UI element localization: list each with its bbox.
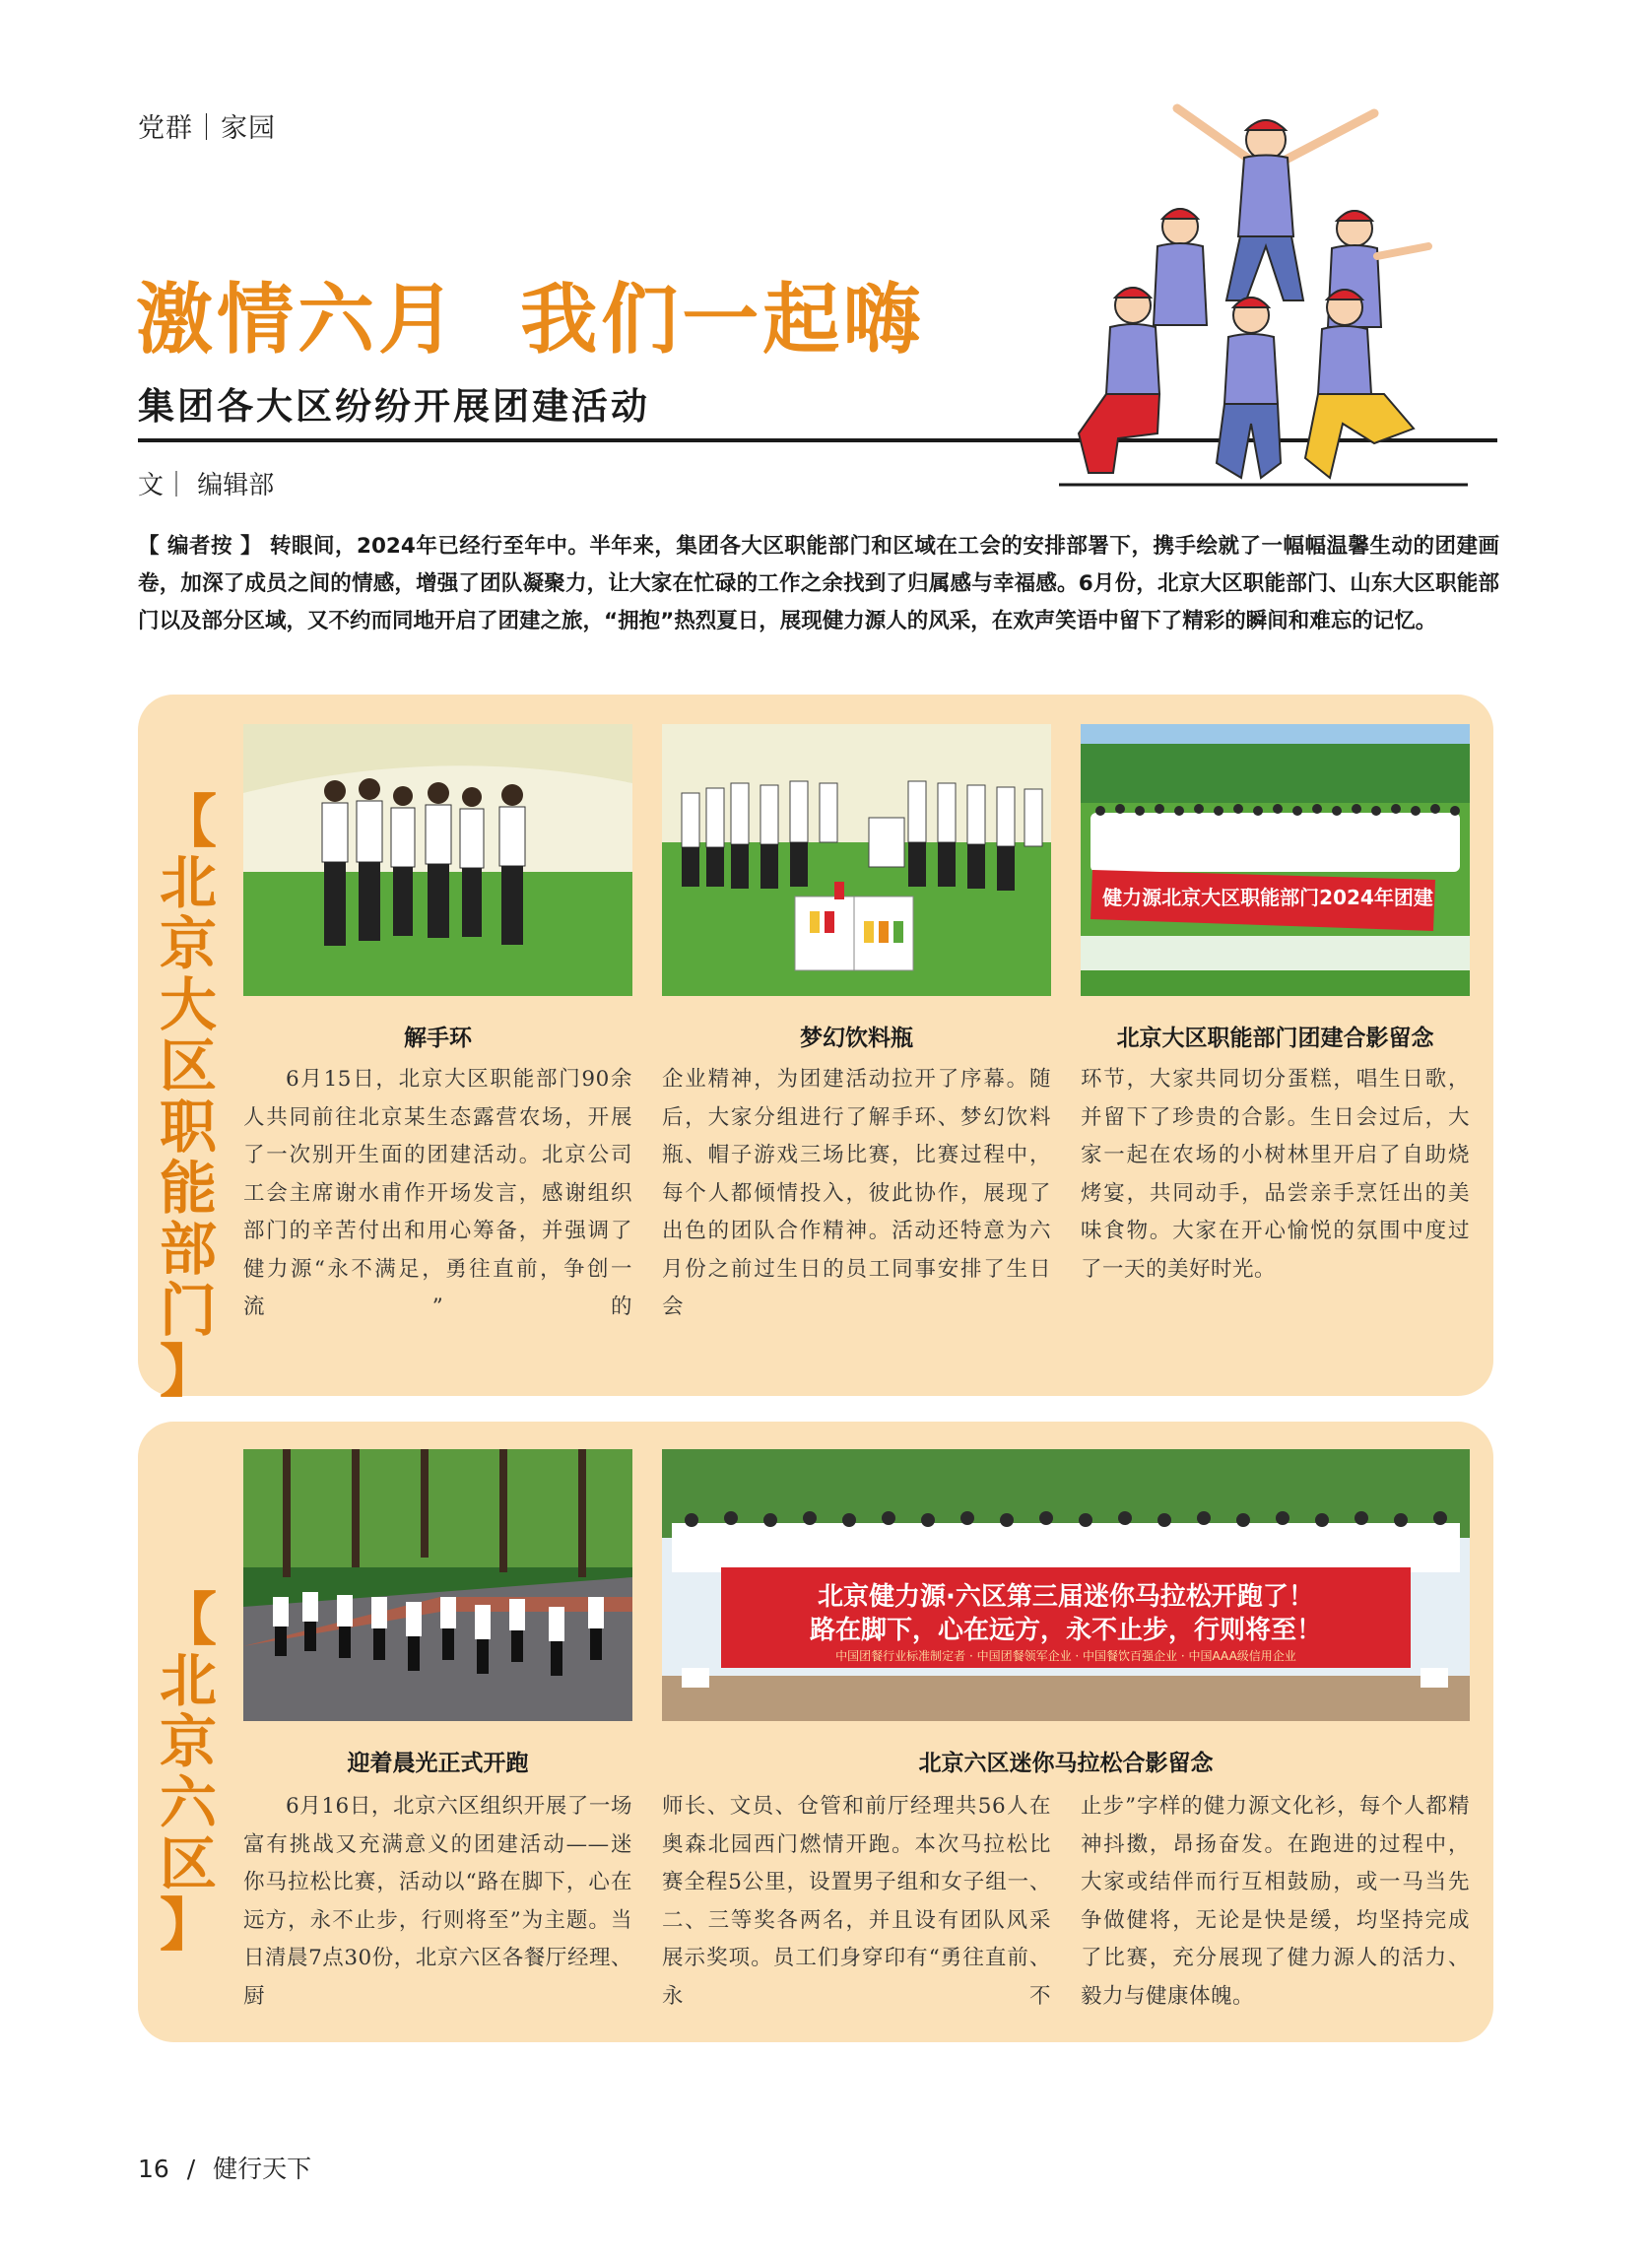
section-tag: 党群｜家园 [138,113,276,144]
photo-caption: 北京大区职能部门团建合影留念 [1116,1026,1434,1051]
page-subtitle: 集团各大区纷纷开展团建活动 [138,385,650,428]
photo-group-beijing-functional [1081,724,1470,996]
article-column: 师长、文员、仓管和前厅经理共56人在奥森北园西门燃情开跑。本次马拉松比赛全程5公里，设置男子组和女子组一、二、三等奖各两名，并且设有团队风采展示奖项。员工们身穿印有“勇往直前、永不 [662,1794,1051,2009]
banner-line-3: 中国团餐行业标准制定者 · 中国团餐领军企业 · 中国餐饮百强企业 · 中国AAA级信用企业 [835,1649,1296,1663]
footer-separator: / [186,2155,196,2183]
section-beijing-sixth-region [138,1422,1493,2042]
article-column: 环节，大家共同切分蛋糕，唱生日歌，并留下了珍贵的合影。生日会过后，大家一起在农场的小树林里开启了自助烧烤宴，共同动手，品尝亲手烹饪出的美味食物。大家在开心愉悦的氛围中度过了一天的美好时光。 [1081,1067,1470,1282]
photo-group-marathon [662,1449,1470,1721]
section-vertical-title: 【 北 京 大 区 职 能 部 门 】 [159,788,217,1405]
photo-caption: 梦幻饮料瓶 [800,1026,913,1051]
editor-note: 【 编者按 】 转眼间，2024年已经行至年中。半年来，集团各大区职能部门和区域在工会的安排部署下，携手绘就了一幅幅温馨生动的团建画卷，加深了成员之间的情感，增强了团队凝聚力，让大家在忙碌的工作之余找到了归属感与幸福感。6月份，北京大区职能部门、山东大区职能部门以及部分区域，又不约而同地开启了团建之旅，“拥抱”热烈夏日，展现健力源人的风采，在欢声笑语中留下了精彩的瞬间和难忘的记忆。 [138,534,1499,633]
photo-hand-ring-game [243,724,632,996]
photo-caption: 北京六区迷你马拉松合影留念 [918,1751,1214,1776]
banner-line-2: 路在脚下，心在远方，永不止步，行则将至！ [809,1616,1323,1645]
banner-text: 健力源北京大区职能部门2024年团建 [1102,886,1433,909]
page-number: 16 [138,2155,169,2183]
section-beijing-functional-departments [138,695,1493,1405]
photo-drink-bottle-game [662,724,1051,996]
byline: 文｜ 编辑部 [138,471,275,500]
article-column: 6月16日，北京六区组织开展了一场富有挑战又充满意义的团建活动——迷你马拉松比赛，活动以“路在脚下，心在远方，永不止步，行则将至”为主题。当日清晨7点30份，北京六区各餐厅经理、厨 [243,1794,632,2009]
article-column: 企业精神，为团建活动拉开了序幕。随后，大家分组进行了解手环、梦幻饮料瓶、帽子游戏三场比赛，比赛过程中，每个人都倾情投入，彼此协作，展现了出色的团队合作精神。活动还特意为六月份之前过生日的员工同事安排了生日会 [662,1067,1051,1319]
team-pyramid-illustration [1059,99,1468,493]
photo-caption: 迎着晨光正式开跑 [347,1751,529,1776]
section-vertical-title: 【 北 京 六 区 】 [159,1586,217,1958]
page-title: 激情六月 我们一起嗨 [136,275,925,365]
page-footer [138,2150,311,2185]
banner-line-1: 北京健力源·六区第三届迷你马拉松开跑了！ [818,1582,1314,1612]
photo-caption: 解手环 [404,1026,472,1051]
magazine-name: 健行天下 [213,2155,312,2183]
photo-marathon-start [243,1449,632,1721]
article-column: 6月15日，北京大区职能部门90余人共同前往北京某生态露营农场，开展了一次别开生面的团建活动。北京公司工会主席谢水甫作开场发言，感谢组织部门的辛苦付出和用心筹备，并强调了健力源“永不满足，勇往直前，争创一流”的 [243,1067,632,1319]
article-column: 止步”字样的健力源文化衫，每个人都精神抖擞，昂扬奋发。在跑进的过程中，大家或结伴而行互相鼓励，或一马当先争做健将，无论是快是缓，均坚持完成了比赛，充分展现了健力源人的活力、毅力与健康体魄。 [1081,1794,1470,2009]
